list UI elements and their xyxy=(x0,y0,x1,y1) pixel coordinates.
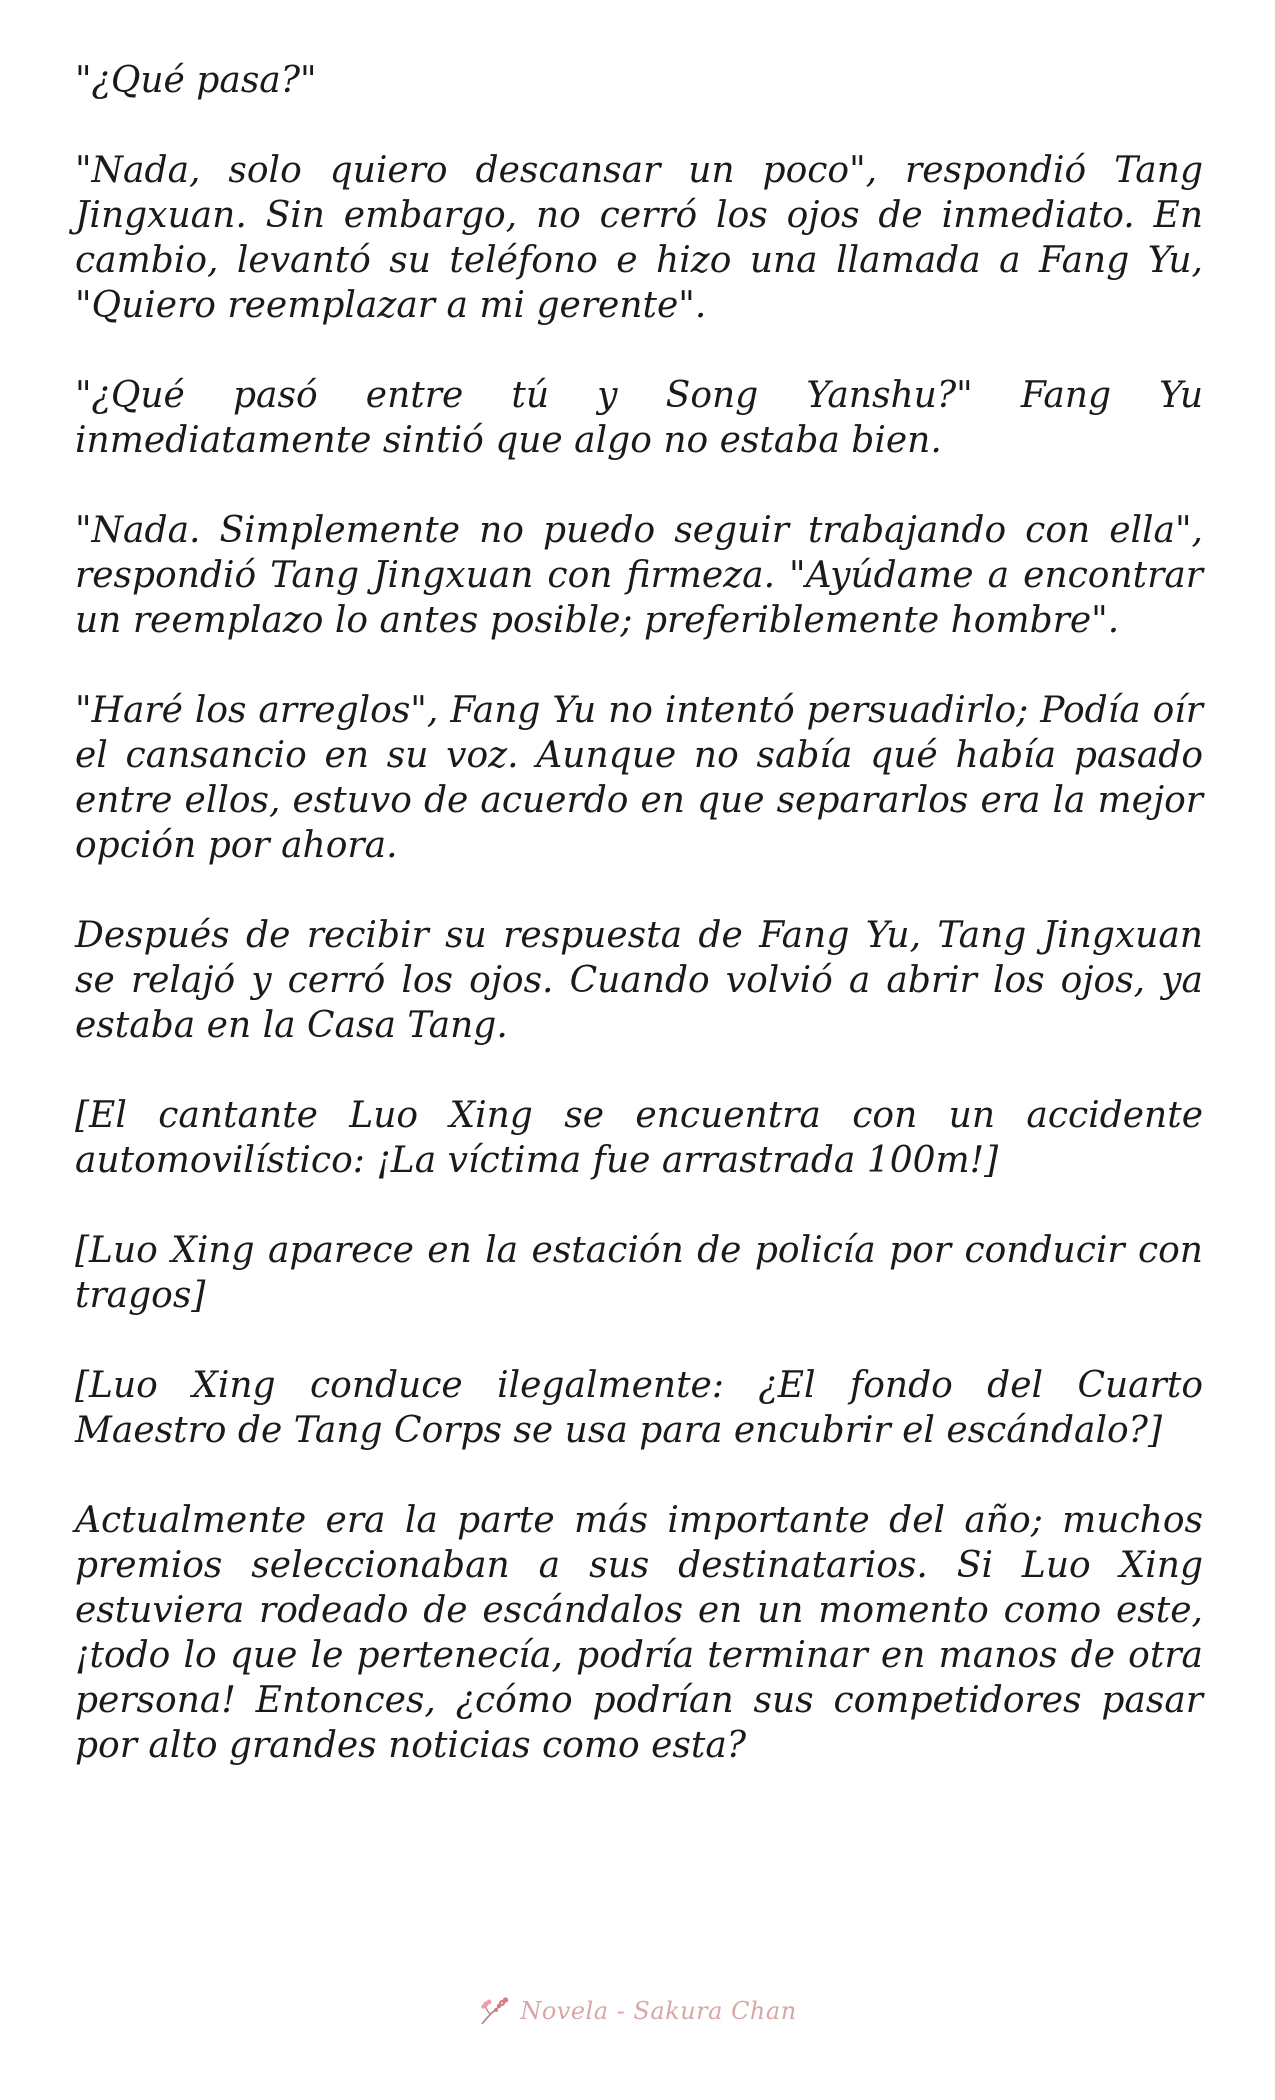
paragraph-3: "¿Qué pasó entre tú y Song Yanshu?" Fang Yu inmediatamente sintió que algo no estaba bien. xyxy=(75,375,1203,461)
paragraph-9: [Luo Xing conduce ilegalmente: ¿El fondo del Cuarto Maestro de Tang Corps se usa para encubrir el escándalo?] xyxy=(75,1365,1203,1451)
paragraph-7: [El cantante Luo Xing se encuentra con un accidente automovilístico: ¡La víctima fue arrastrada 100m!] xyxy=(75,1095,1203,1181)
paragraph-8: [Luo Xing aparece en la estación de policía por conducir con tragos] xyxy=(75,1230,1203,1316)
paragraph-2: "Nada, solo quiero descansar un poco", respondió Tang Jingxuan. Sin embargo, no cerró los ojos de inmediato. En cambio, levantó su teléfono e hizo una llamada a Fang Yu, "Quiero reemplazar a mi gerente". xyxy=(75,150,1203,326)
watermark xyxy=(0,1990,1275,2032)
paragraph-10: Actualmente era la parte más importante del año; muchos premios seleccionaban a sus destinatarios. Si Luo Xing estuviera rodeado de escándalos en un momento como este, ¡todo lo que le pertenecía, podría terminar en manos de otra persona! Entonces, ¿cómo podrían sus competidores pasar por alto grandes noticias como esta? xyxy=(75,1500,1203,1766)
paragraph-6: Después de recibir su respuesta de Fang Yu, Tang Jingxuan se relajó y cerró los ojos. Cuando volvió a abrir los ojos, ya estaba en la Casa Tang. xyxy=(75,915,1203,1046)
paragraph-1: "¿Qué pasa?" xyxy=(75,60,317,101)
cherry-blossom-icon xyxy=(478,1994,512,2028)
document-body xyxy=(75,58,1203,1768)
watermark-text: Novela - Sakura Chan xyxy=(520,1997,797,2025)
paragraph-5: "Haré los arreglos", Fang Yu no intentó persuadirlo; Podía oír el cansancio en su voz. Aunque no sabía qué había pasado entre ellos, estuvo de acuerdo en que separarlos era la mejor opción por ahora. xyxy=(75,690,1203,866)
paragraph-4: "Nada. Simplemente no puedo seguir trabajando con ella", respondió Tang Jingxuan con firmeza. "Ayúdame a encontrar un reemplazo lo antes posible; preferiblemente hombre". xyxy=(75,510,1203,641)
